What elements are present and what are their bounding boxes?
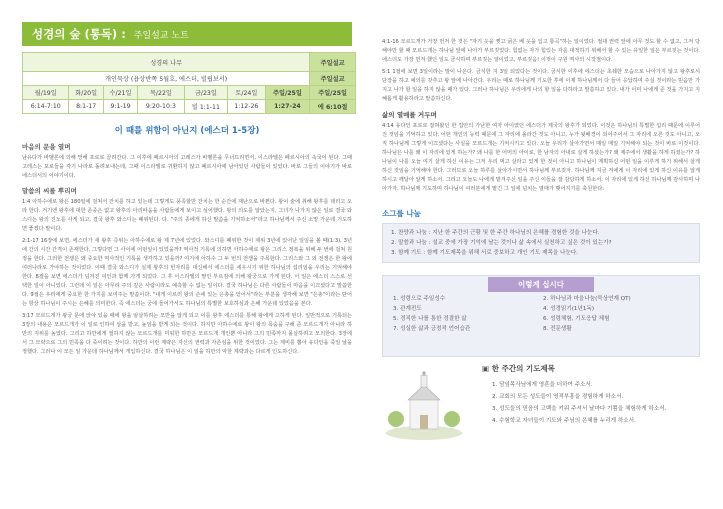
header-banner [22, 22, 352, 46]
day-cell: 수/21일 [103, 86, 137, 100]
goals-list [492, 379, 666, 427]
day-cell: 토/24일 [228, 86, 265, 100]
right-paragraph: 4:14 유다인 포로로 잡혀왔던 한 집안의 가난한 여자 아이였던 에스더가 제국의 왕후가 되었다. 이것은 하나님의 특별한 섭리 때문에 이루어진 것임을 기억하고 있다. 어떤 개인의 능력 때문에 그 자리에 올라간 것도 아니고, 누가 뒷배경이 되어주어서 그 자리에 오른 것도 아니고, 오직 하나님께 그렇게 이끄셨다는 사실을 모르드개는 기억시키고 있다. 오늘 우리가 살아가면서 매일 매일 기억해야 되는 것이 바로 이것이다. 하나님은 나를 왜 이 자리에 있게 하는가? 왜 나를 한 어머의 아이로, 한 남자의 아내로 살게 하셨는가? 왜 제주에서 생활을 하게 하셨는가? 하나님이 나를 오늘 여기 살게 하신 이유는 그저 우리 먹고 살라고 있게 한 것이 아니고 하나님이 계획하신 어떤 일을 이루게 하기 위해서 살게 하신 것임을 기억해야 한다. 그러므로 오늘 하루를 살아가시면서 하나님께 부르짖자. 하나님께 지금 저에게 이 자리에 있게 하신 이유를 알게 하시고 깨달아 알게 하소서. 그리고 오늘도 나에게 맡겨주신 일을 주신 이들을 잘 감당하게 하소서. 이 자리에 있게 하신 하나님께 감사하며 나아가자. 하나님께 기도하며 하나님이 여러분에게 맡긴 그 일에 넘치는 열매가 맺어지기를 축원한다. [382, 123, 700, 192]
header-colon: : [121, 27, 126, 41]
ref-cell: 에 6:10절 [310, 100, 356, 114]
share-title: 소그룹 나눔 [382, 209, 421, 218]
header-title: 성경의 숲 (통독) [32, 27, 118, 41]
share-item: 1. 찬양과 나눔 : 지난 한 주간의 근황 및 한 주간 하나님의 은혜를 경험한 것을 나눈다. [391, 230, 600, 236]
right-paragraph: 5:1 1절에 보면 3일이라는 말이 나온다. 금식한 지 3일 되었다는 것이다. 금식한 이후에 에스더는 초췌한 모습으로 나아가지 않고 왕후로서 단장을 하고 예의를 갖추고 왕 앞에 나아간다. 우리는 때로 하나님께 기도한 후에 이제 하나님께서 다 들어 응답하여 주실 것이라는 믿음만 가지고 나가 할 일을 하지 않을 때가 있다. 그러나 하나님은 우리에게 나의 할 일을 다하라고 말씀하고 있다. 내가 이미 나에게 준 것을 가지고 지혜롭게 활용하라고 말씀하신다. [382, 69, 700, 102]
prayer-grid [393, 294, 693, 332]
prayer-item: 1. 성령으로 주일성수 [393, 296, 446, 302]
schedule-table [22, 52, 356, 114]
goal-item: 1. 담임목사님에게 영혼을 더하여 주소서. [492, 382, 593, 388]
prayer-item: 8. 전문생활 [543, 326, 572, 332]
share-item: 2. 말씀과 나눔 : 설교 중에 가장 기억에 남는 것이나 삶 속에서 실천하고 싶은 것이 있는가? [391, 240, 612, 246]
ref-cell: 6:14-7:10 [23, 100, 69, 114]
day-cell: 월/19일 [23, 86, 69, 100]
reading-header: 성경의 나무 [23, 53, 310, 72]
prayer-header [383, 272, 699, 291]
ref-cell: 9:1-19 [103, 100, 137, 114]
left-paragraph: 남유다가 바벨론에 의해 망해 포로로 끌려간다. 그 이후에 페르시아의 고레스가 바벨론을 무너뜨리면서, 이스라엘은 페르시아의 속국이 된다. 그때 고레스는 포로들을 각기 나라로 돌려보내는데, 그때 이스라엘로 귀환하지 않고 페르시아에 남아있던 사람들이 있었다. 바로 그들의 이야기가 바로 에스더서의 이야기이다. [22, 155, 352, 179]
sermon-header: 주일설교 [310, 53, 356, 72]
goals-title: 한 주간의 기도제목 [491, 364, 555, 373]
ref-cell: 1:12-26 [228, 100, 265, 114]
ref-cell: 8:1-17 [69, 100, 103, 114]
day-cell: 주일/25일 [310, 86, 356, 100]
left-paragraph: 1:4 아하수에로 왕은 180일에 걸쳐서 잔치를 하고 있는데 그렇게도 풍족할만 잔치는 한 순간에 재난으로 바뀐다. 왕이 술에 취해 왕후를 데리고 오라 한다. 거기엔 왕후에 대한 존중은 없고 왕후의 아리따움을 사람들에게 보이고 싶어했다. 왕의 의도를 알았는지, 그녀가 나가지 않은 일로 결국 와스디는 왕의 진노를 사게 되고, 결국 왕후 와스디는 폐위된다. 다. "주의 종에게 하신 말씀을 기억하소서"라고 하나님께서 주신 소망 가운데 기도하면 좋겠다 말이다. [22, 199, 352, 232]
church-illustration-icon [384, 371, 464, 441]
share-item: 3. 함께 기도 : 함께 기도제목을 위해 서로 중보하고 개인 기도 제목을 나눈다. [391, 250, 579, 256]
header-subtitle: 주일설교 노트 [133, 30, 189, 41]
ref-cell: 1:27-24 [265, 100, 310, 114]
goals-title-wrap [482, 363, 555, 374]
day-cell: 금/23일 [184, 86, 227, 100]
left-paragraph: 2:1-17 16장에 보면, 에스더가 새 왕후 즉위는 아하수에로 왕 제 7년에 있었다. 와스디를 폐위한 것이 제위 3년에 있어난 일임을 볼 때(1:3), 3년에 간의 시간 간격이 존재한다. 그렇다면 그 사이에 어떤일이 있었을까? 역사적 기록에 의하면 아하수에로 왕은 그리스 정복을 위해 두 번에 걸쳐 원정을 한다. 그러한 전쟁은 왜 중요한 역사적인 기록을 생각하고 있을까? 여기에 아하수 그 두 번의 전쟁을 주목한다. 그리스와 그 외 전쟁은 한 왕에 여러나라로 가야하는 것이었다. 이때 결국 와스디가 실제 왕후의 빈자리를 대신해서 에스더를 세우시기 위한 하나님의 섭리임을 우리는 기억해야 한다. 8절을 보면 에스더가 넘겨진 여인과 함께 가게 되었다. 그 후 이스라엘의 딸인 부르짐에 의해 왕궁으로 가게 된다. 이 일은 에스더 스스로 선택한 일이 아니었다. 그런데 이 일은 아무리 주의 깊은 사람이라도 예측할 수 없는 일이다. 결국 하나님은 다른 사람들이 마음을 이끄셨다고 말씀한다. 9절은 우리에게 중요한 한 가지를 보여주는 말씀이다. "내게 이르러 왕의 손에 있는 은총을 얻어서"라는 부분을 생각해 보면 "은총"이라는 단어는 항상 하나님이 주시는 은혜를 의미한다. 즉 에스더는 궁에 들어가서도 하나님의 특별한 보호하심과 은혜 가운데 있었음을 본다. [22, 238, 352, 307]
prayer-item: 4. 성경읽기(1년1독) [543, 306, 595, 312]
square-bullet-icon: ▣ [482, 364, 490, 373]
prayer-item: 5. 정직한 나를 통한 정결한 삶 [393, 316, 467, 322]
right-column [382, 38, 700, 441]
ref-cell: 9:20-10:3 [138, 100, 184, 114]
reading-desc: 개인묵상 (욥상반쪽 5월호, 에스더, 빌립보서) [23, 72, 310, 86]
prayer-item: 2. 하나님과 마을나눔(묵상연재 QT) [543, 296, 631, 302]
prayer-item: 7. 성실한 삶과 긍정적 언어습관 [393, 326, 471, 332]
ref-cell: 빌 1:1-11 [184, 100, 227, 114]
goals-box [382, 363, 700, 441]
prayer-box [382, 275, 700, 357]
goal-item: 2. 교회의 모든 성도들이 영적부흥을 경험하게 하소서. [492, 394, 624, 400]
right-heading: 삶의 열매를 거두며 [382, 111, 437, 119]
goal-item: 4. 수험학교 자녀들이 기도와 주님의 은혜를 누리게 하소서. [492, 418, 636, 424]
share-box [382, 223, 700, 263]
prayer-item: 6. 성령체험, 기도응답 체험 [543, 316, 610, 322]
prayer-title: 이렇게 십시다 [488, 277, 594, 292]
day-cell: 목/22일 [138, 86, 184, 100]
day-cell: 주일/25일 [265, 86, 310, 100]
left-column [22, 22, 352, 360]
left-heading-1: 마음의 문을 열며 [22, 143, 71, 151]
right-paragraph: 4:1-16 모르드개가 가장 먼저 한 것은 "자기 옷을 찢고 굵은 베 옷을 입고 통곡"하는 일이었다. 절대 권력 앞에 아무 것도 할 수 없고, 그저 당해야만 할 때 모르드개는 하나님 앞에 나아가 부르짖었다. 힘없는 자가 힘있는 자를 대적하기 위해서 할 수 있는 유일한 일은 부르짖는 것이다. 에스더도 가장 먼저 했던 일도 금식하며 부르짖는 일이었고, 부르짖음! 이것이 구원 역사의 시작점이다. [382, 39, 700, 63]
sermon-title: 이 때를 위함이 아닌지 (에스더 1-5장) [114, 126, 260, 136]
day-cell: 화/20일 [69, 86, 103, 100]
goal-item: 3. 성도들의 믿음의 고백을 키워 주셔서 날마다 기쁨을 체험하게 하소서. [492, 406, 667, 412]
left-heading-2: 말씀의 씨를 뿌리며 [22, 187, 77, 195]
sermon-label: 주일설교 [310, 72, 356, 86]
prayer-item: 3. 관계전도 [393, 306, 422, 312]
left-paragraph: 3:17 모르드개가 왕궁 문에 앉아 있을 때에 왕을 암살하려는 모반을 알게 되고 이를 왕후 에스더를 통해 왕에게 고하게 된다. 일반적으로 기록되는 3장의 내용은 모르드개가 이 일로 인하여 상을 받고, 높임을 받게 되는 것이다. 하지만 아하수에로 왕이 왕의 목숨을 구해 준 모르드개가 아니라 하만의 지위를 높였다. 그리고 하만에게 절하지 않는 모르드개를 미워한 하만은 모르드개 개인뿐 아니라 그의 민족까지 몰살하려고 모의한다. 3장에서 그 모략으로 그의 민족을 다 죽이려는 것이다. 하만의 이런 계략은 자신의 권력과 자존심을 위한 것이었다. 그는 제비를 뽑아 유다인을 죽일 날을 정했다. 그러나 이 모든 일 가운데 하나님께서 개입하신다. 결국 하나님은 이 일을 하만의 악한 계략과는 다르게 인도하신다. [22, 313, 352, 355]
